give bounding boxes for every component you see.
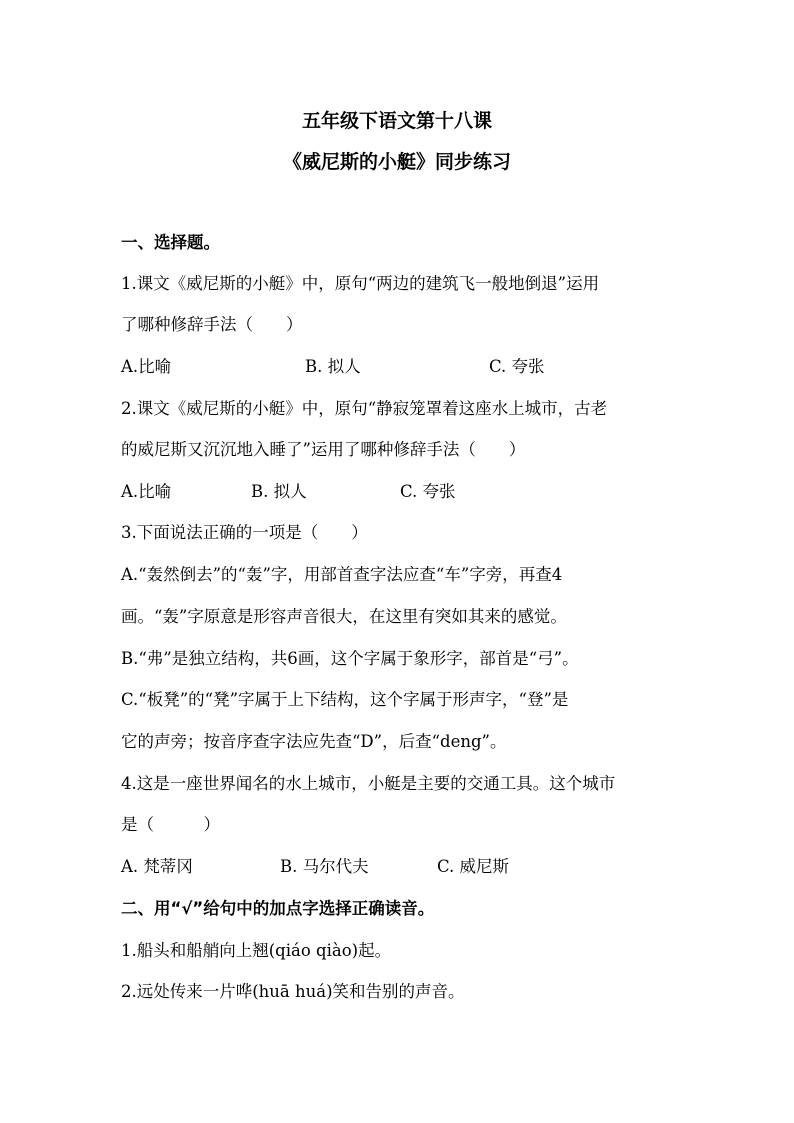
question-3-line-1: 3.下面说法正确的一项是（ ） [121, 523, 368, 542]
section-2-heading: 二、用“√”给句中的加点字选择正确读音。 [121, 899, 435, 918]
question-4-option-a: A. 梵蒂冈 [121, 857, 193, 876]
question-1-option-b: B. 拟人 [305, 357, 361, 376]
question-4-line-1: 4.这是一座世界闻名的水上城市，小艇是主要的交通工具。这个城市 [121, 774, 616, 793]
question-4-option-c: C. 威尼斯 [437, 857, 510, 876]
question-4-line-2: 是（ ） [121, 815, 220, 834]
section-2-item-1: 1.船头和船艄向上翘(qiáo qiào)起。 [121, 941, 392, 960]
question-3-option-a-line-2: 画。“轰”字原意是形容声音很大，在这里有突如其来的感觉。 [121, 607, 567, 626]
question-2-option-c: C. 夸张 [400, 482, 456, 501]
question-3-option-a-line-1: A.“轰然倒去”的“轰”字，用部首查字法应查“车”字旁，再查4 [121, 565, 563, 584]
question-1-line-1: 1.课文《威尼斯的小艇》中，原句“两边的建筑飞一般地倒退”运用 [121, 274, 600, 293]
question-2-line-2: 的威尼斯又沉沉地入睡了”运用了哪种修辞手法（ ） [121, 440, 526, 459]
question-1-option-c: C. 夸张 [489, 357, 545, 376]
question-2-line-1: 2.课文《威尼斯的小艇》中，原句“静寂笼罩着这座水上城市，古老 [121, 399, 608, 418]
question-3-option-c-line-1: C.“板凳”的“凳”字属于上下结构，这个字属于形声字，“登”是 [121, 690, 569, 709]
question-1-line-2: 了哪种修辞手法（ ） [121, 315, 303, 334]
worksheet-subtitle: 《威尼斯的小艇》同步练习 [282, 151, 511, 173]
question-2-option-b: B. 拟人 [251, 482, 307, 501]
worksheet-title: 五年级下语文第十八课 [301, 110, 492, 132]
question-1-option-a: A.比喻 [121, 357, 172, 376]
question-3-option-c-line-2: 它的声旁；按音序查字法应先查“D”，后查“deng”。 [121, 732, 507, 751]
question-2-option-a: A.比喻 [121, 482, 172, 501]
question-4-option-b: B. 马尔代夫 [280, 857, 369, 876]
section-2-item-2: 2.远处传来一片哗(huā huá)笑和告别的声音。 [121, 982, 465, 1001]
question-3-option-b: B.“弗”是独立结构，共6画，这个字属于象形字，部首是“弓”。 [121, 649, 579, 668]
section-1-heading: 一、选择题。 [121, 233, 220, 252]
